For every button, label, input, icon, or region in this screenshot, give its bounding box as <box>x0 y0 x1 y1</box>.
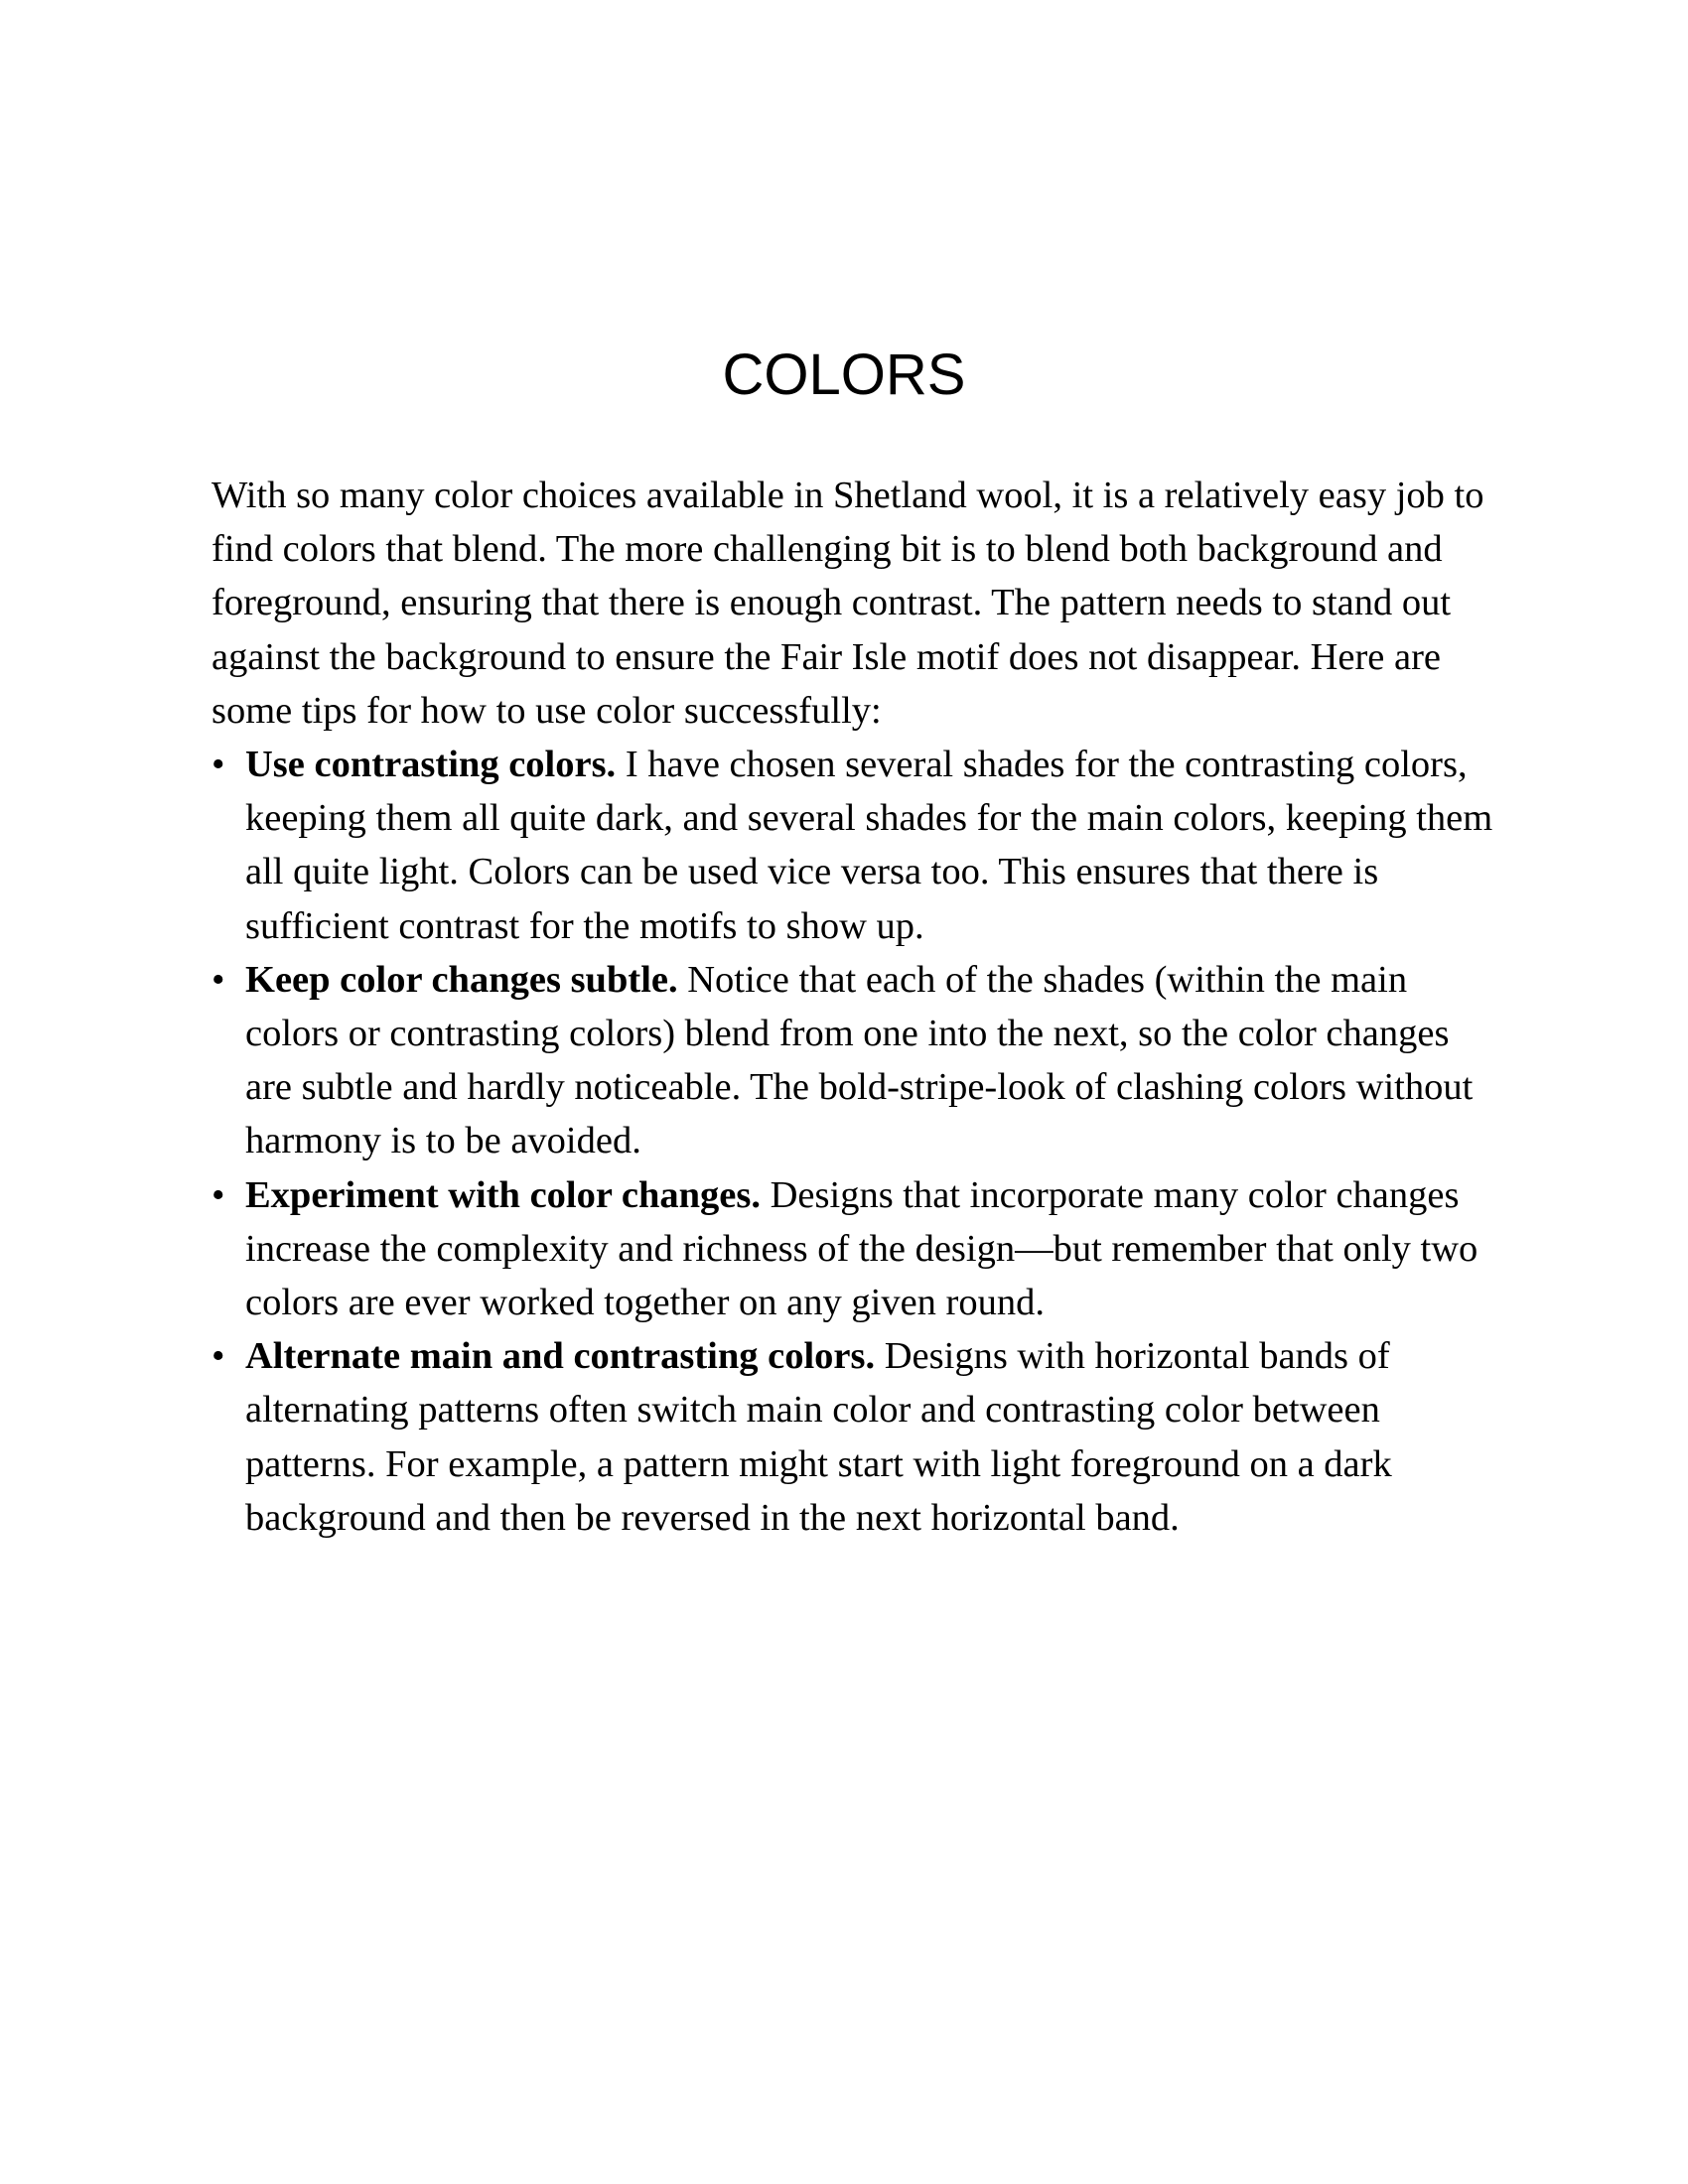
tip-item <box>211 738 1502 953</box>
tip-heading: Use contrasting colors. <box>245 744 617 786</box>
bullet-icon: • <box>211 958 225 1001</box>
tip-heading: Experiment with color changes. <box>245 1173 761 1216</box>
body-text <box>211 469 1502 1545</box>
tip-text: I have chosen several shades for the contrasting colors, keeping them all quite dark, and several shades for the main colors, keeping them all quite light. Colors can be used vice versa too. This ensures that there is sufficient contrast for the motifs to show up. <box>245 744 1493 947</box>
tip-text: Designs with horizontal bands of alternating patterns often switch main color and contrasting color between patterns. For example, a pattern might start with light foreground on a dark background and then be reversed in the next horizontal band. <box>245 1335 1392 1539</box>
tip-text: Notice that each of the shades (within the main colors or contrasting colors) blend from one into the next, so the color changes are subtle and hardly noticeable. The bold-stripe-look of clashing colors without harmony is to be avoided. <box>245 958 1474 1162</box>
tip-item <box>211 953 1502 1168</box>
tip-item <box>211 1168 1502 1330</box>
tip-heading: Alternate main and contrasting colors. <box>245 1335 876 1378</box>
bullet-icon: • <box>211 1335 225 1378</box>
intro-paragraph: With so many color choices available in Shetland wool, it is a relatively easy job to find colors that blend. The more challenging bit is to blend both background and foreground, ensuring that there is enough contrast. The pattern needs to stand out against the background to ensure the Fair Isle motif does not disappear. Here are some tips for how to use color successfully: <box>211 475 1484 732</box>
tip-text: Designs that incorporate many color changes increase the complexity and richness of the design—but remember that only two colors are ever worked together on any given round. <box>245 1173 1478 1324</box>
tip-heading: Keep color changes subtle. <box>245 958 678 1001</box>
tip-item <box>211 1329 1502 1545</box>
tips-list <box>211 738 1502 1545</box>
bullet-icon: • <box>211 1173 225 1216</box>
page-title: COLORS <box>722 342 966 407</box>
bullet-icon: • <box>211 744 225 786</box>
